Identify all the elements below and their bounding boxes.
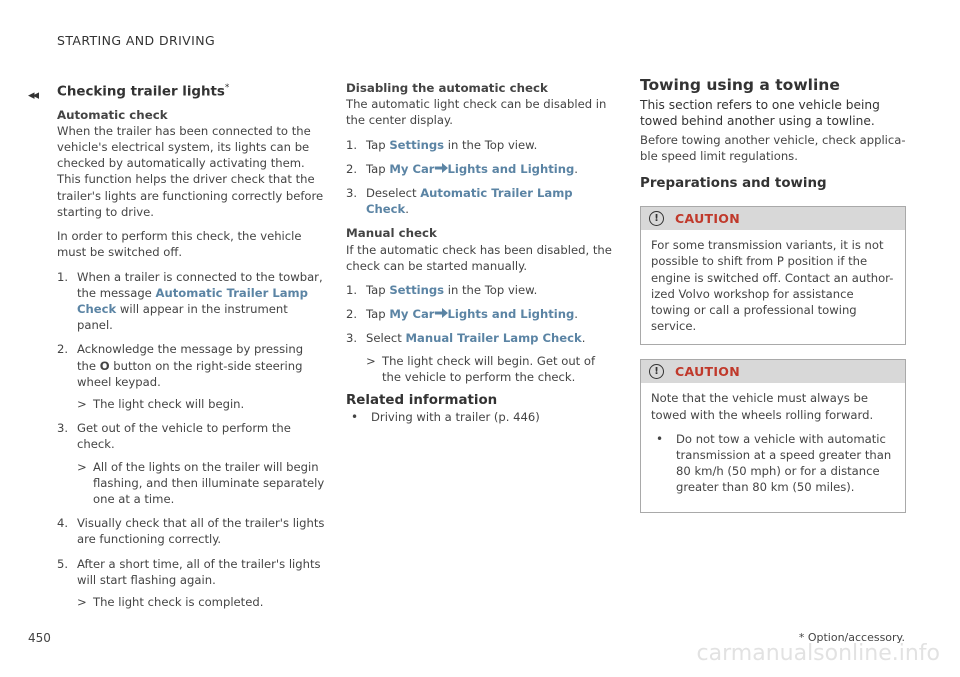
option-asterisk: * xyxy=(224,83,230,93)
my-car-term: My Car xyxy=(389,161,435,176)
column-trailer-lights xyxy=(57,80,325,618)
paragraph: When the trailer has been connected to the vehicle's electrical system, its lights can be checked by automatically activating them. This function helps the driver check that the trailer's lights are functioning correctly before starting to drive. xyxy=(57,123,324,219)
step-result: > The light check will begin. Get out of the vehicle to perform the check. xyxy=(366,353,596,384)
warning-icon: ! xyxy=(649,211,664,226)
setting-term: Automatic Trailer Lamp Check xyxy=(366,186,573,217)
list-item: 2. Tap My Car Lights and Lighting. xyxy=(346,307,578,322)
caution-text: Note that the vehicle must always be towed with the wheels rolling forward. xyxy=(651,391,874,422)
list-item: 1. Tap Settings in the Top view. xyxy=(346,283,538,298)
step-result: > All of the lights on the trailer will begin flashing, and then illuminate separately one at a time. xyxy=(77,459,325,506)
list-item: 2. Acknowledge the message by pressing the O button on the right-side steering wheel keypad. > The light check will begin. xyxy=(57,341,325,412)
button-term: O xyxy=(99,358,110,373)
step-result: > The light check is completed. xyxy=(77,594,264,609)
list-item: 3. Select Manual Trailer Lamp Check. > The light check will begin. Get out of the vehicle to perform the check. xyxy=(346,330,612,385)
preparations-heading: Preparations and towing xyxy=(640,176,827,192)
footnote: * Option/accessory. xyxy=(798,631,905,644)
manual-check-heading: Manual check xyxy=(346,226,437,241)
steps-list xyxy=(346,137,612,218)
paragraph: Before towing another vehicle, check applica-ble speed limit regulations. xyxy=(640,132,906,163)
caution-box xyxy=(640,206,906,345)
caution-label: CAUTION xyxy=(675,363,740,379)
section-header: STARTING AND DRIVING xyxy=(57,33,216,48)
automatic-check-heading: Automatic check xyxy=(57,107,168,122)
caution-box xyxy=(640,359,906,512)
list-item: 1. When a trailer is connected to the towbar, the message Automatic Trailer Lamp Check will appear in the instrument panel. xyxy=(57,269,323,333)
back-marker-icon[interactable]: ◂◂ xyxy=(28,88,38,103)
paragraph: In order to perform this check, the vehicle must be switched off. xyxy=(57,229,302,260)
caution-bullet: • Do not tow a vehicle with automatic transmission at a speed greater than 80 km/h (50 mph) or for a distance greater than 80 km (50 miles). xyxy=(656,431,892,495)
lights-term: Lights and Lighting xyxy=(447,161,575,176)
watermark: carmanualsonline.info xyxy=(696,641,940,666)
steps-list xyxy=(346,282,612,385)
my-car-term: My Car xyxy=(389,307,435,322)
related-link[interactable]: • Driving with a trailer (p. 446) xyxy=(351,410,540,425)
ui-message-term: Automatic Trailer Lamp Check xyxy=(77,285,308,316)
caution-header xyxy=(641,360,905,383)
warning-icon: ! xyxy=(649,364,664,379)
list-item: 2. Tap My Car Lights and Lighting. xyxy=(346,161,578,176)
column-towing xyxy=(640,76,906,527)
caution-header xyxy=(641,207,905,230)
steps-list xyxy=(57,269,325,611)
arrow-right-icon xyxy=(435,162,448,176)
column-disable-manual xyxy=(346,80,612,431)
settings-term: Settings xyxy=(389,137,445,152)
related-info-heading: Related information xyxy=(346,393,498,409)
paragraph: The automatic light check can be disabled in the center display. xyxy=(346,97,607,128)
caution-text: For some transmission variants, it is not possible to shift from P position if the engine is switched off. Contact an author-ized Volvo workshop for assistance towing or call a professional towing service. xyxy=(651,238,894,334)
list-item: 1. Tap Settings in the Top view. xyxy=(346,137,538,152)
section-title: Checking trailer lights* xyxy=(57,83,230,100)
list-item: 4. Visually check that all of the trailer's lights are functioning correctly. xyxy=(57,516,325,547)
intro-text: This section refers to one vehicle being towed behind another using a towline. xyxy=(640,98,880,129)
towing-title: Towing using a towline xyxy=(640,76,840,94)
page-number: 450 xyxy=(28,631,51,645)
caution-body xyxy=(641,383,905,511)
list-item: 3. Get out of the vehicle to perform the check. > All of the lights on the trailer will begin flashing, and then illuminate separately one at a time. xyxy=(57,421,325,506)
setting-term: Manual Trailer Lamp Check xyxy=(405,331,582,346)
lights-term: Lights and Lighting xyxy=(447,307,575,322)
paragraph: If the automatic check has been disabled, the check can be started manually. xyxy=(346,242,612,273)
arrow-right-icon xyxy=(435,307,448,321)
caution-label: CAUTION xyxy=(675,210,740,226)
list-item: 3. Deselect Automatic Trailer Lamp Check. xyxy=(346,186,573,217)
disable-heading: Disabling the automatic check xyxy=(346,81,548,95)
step-result: > The light check will begin. xyxy=(77,396,245,411)
settings-term: Settings xyxy=(389,283,445,298)
list-item: 5. After a short time, all of the trailer's lights will start flashing again. > The light check is completed. xyxy=(57,556,325,611)
